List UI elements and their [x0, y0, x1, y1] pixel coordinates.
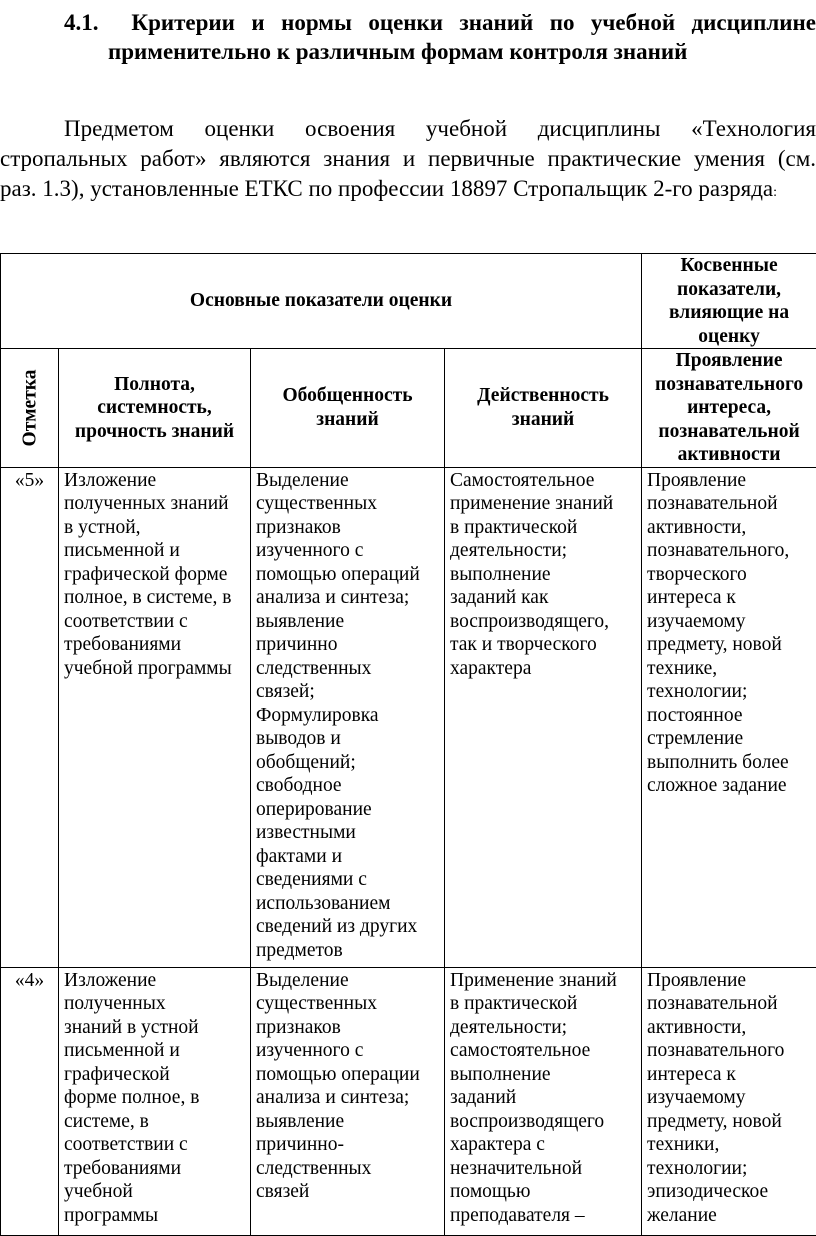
section-number: 4.1. — [64, 10, 99, 35]
mark-cell: «5» — [1, 467, 59, 967]
table-cell: Применение знаний в практической деятельности; самостоятельное выполнение заданий воспроизводящего характера с незначительной помощью преподавателя – — [445, 967, 642, 1235]
column-header-effectiveness: Действенность знаний — [445, 349, 642, 468]
table-cell: Проявление познавательной активности, познавательного, творческого интереса к изучаемому предмету, новой технике, технологии; постоянное стремление выполнить более сложное задание — [642, 467, 816, 967]
mark-column-header — [1, 349, 59, 468]
table-cell: Проявление познавательной активности, познавательного интереса к изучаемому предмету, новой техники, технологии; эпизодическое желание — [642, 967, 816, 1235]
table-row — [1, 967, 816, 1235]
mark-cell: «4» — [1, 967, 59, 1235]
intro-line-2: стропальных работ» являются знания и первичные практические умения (см. — [0, 144, 816, 174]
mark-header-text: Отметка — [18, 369, 42, 446]
intro-line-1: Предметом оценки освоения учебной дисциплины «Технология — [64, 114, 816, 144]
column-header-completeness: Полнота, системность, прочность знаний — [59, 349, 251, 468]
heading-text-line-1: Критерии и нормы оценки знаний по учебной дисциплине — [131, 10, 816, 35]
intro-line-3 — [0, 174, 816, 208]
main-indicators-header: Основные показатели оценки — [1, 254, 642, 349]
intro-line-3-text: раз. 1.3), установленные ЕТКС по профессии 18897 Стропальщик 2-го разряда — [0, 176, 773, 201]
table-header-row-2 — [1, 349, 816, 468]
heading-line-2: применительно к различным формам контроля знаний — [108, 37, 687, 66]
table-row — [1, 467, 816, 967]
table-cell: Изложение полученных знаний в устной, письменной и графической форме полное, в системе, в соответствии с требованиями учебной программы — [59, 467, 251, 967]
table-cell: Выделение существенных признаков изученного с помощью операций анализа и синтеза; выявление причинно следственных связей; Формулировка выводов и обобщений; свободное оперирование известными фактами и сведениями с использованием сведений из других предметов — [251, 467, 445, 967]
table-cell: Самостоятельное применение знаний в практической деятельности; выполнение заданий как воспроизводящего, так и творческого характера — [445, 467, 642, 967]
table-cell: Изложение полученных знаний в устной письменной и графической форме полное, в системе, в соответствии с требованиями учебной программы — [59, 967, 251, 1235]
table-cell: Выделение существенных признаков изученного с помощью операции анализа и синтеза; выявление причинно- следственных связей — [251, 967, 445, 1235]
heading-line-1 — [64, 8, 816, 37]
grading-criteria-table — [0, 253, 816, 1236]
table-header-row-1 — [1, 254, 816, 349]
column-header-interest: Проявление познавательного интереса, познавательной активности — [642, 349, 816, 468]
column-header-generalization: Обобщенность знаний — [251, 349, 445, 468]
intro-colon: : — [773, 185, 777, 200]
indirect-indicators-header: Косвенные показатели, влияющие на оценку — [642, 254, 816, 349]
